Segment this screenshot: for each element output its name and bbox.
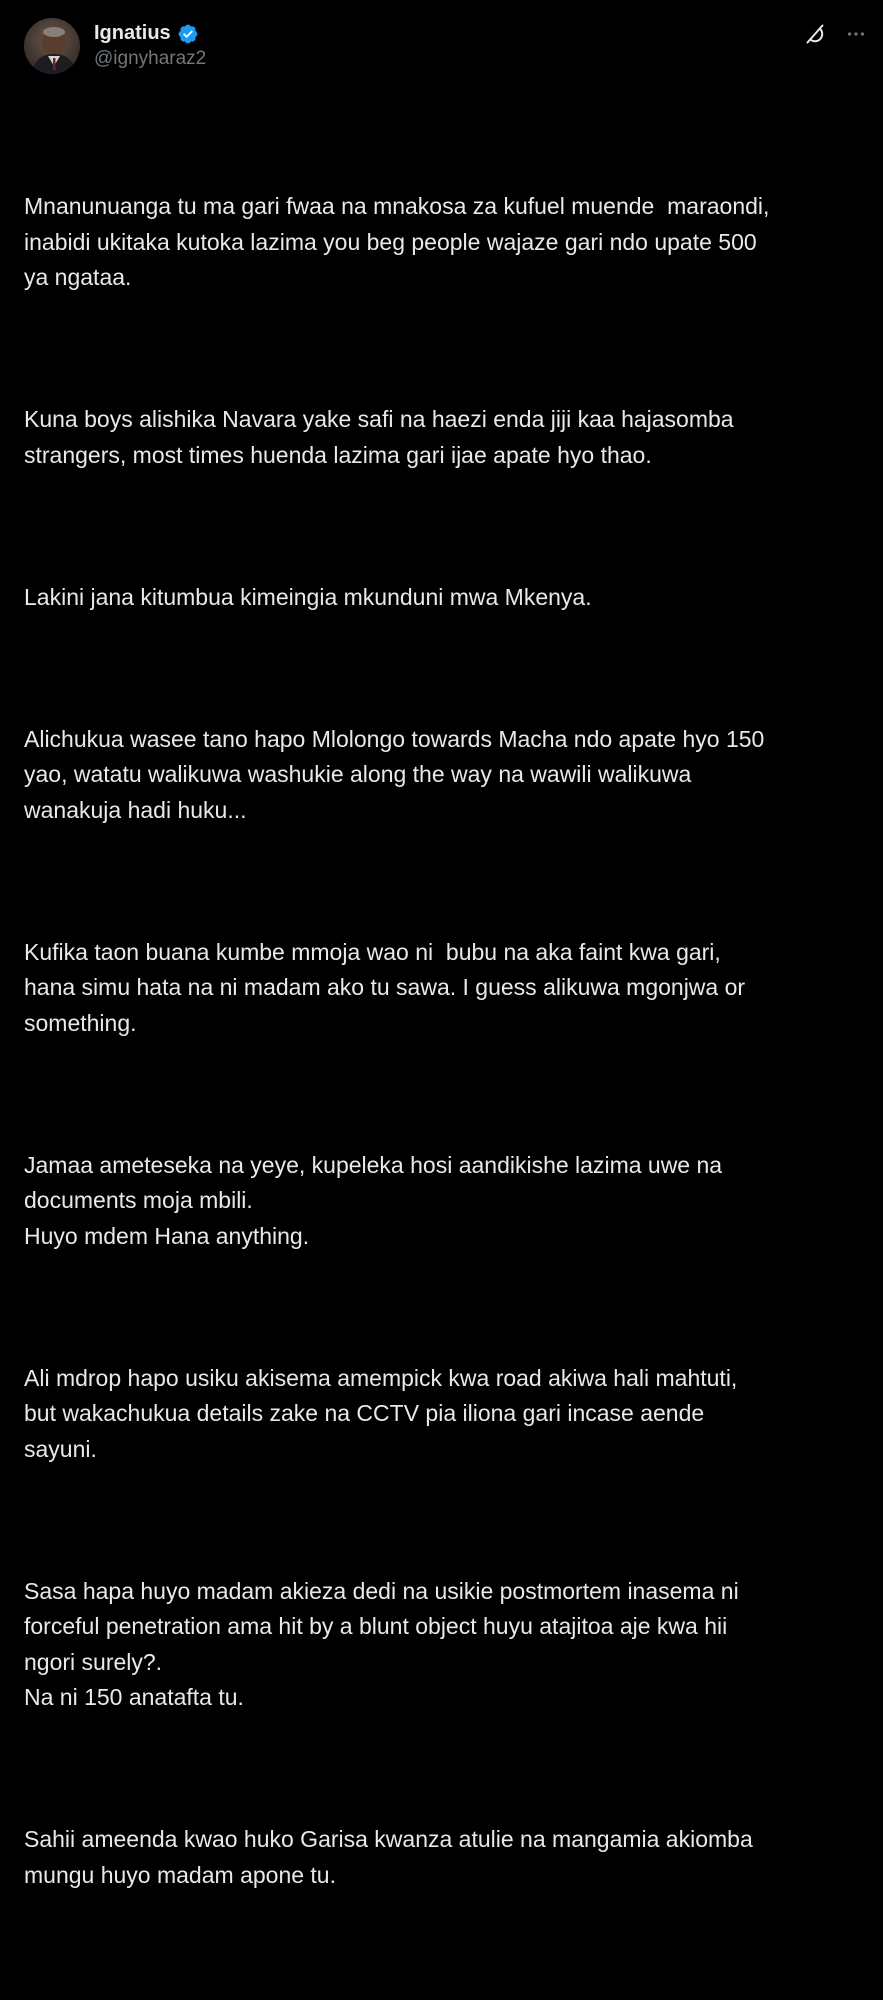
tweet-paragraph: Kufika taon buana kumbe mmoja wao ni bubu na aka faint kwa gari, hana simu hata na ni madam ako tu sawa. I guess alikuwa mgonjwa or something. (24, 938, 746, 1036)
avatar[interactable] (24, 18, 80, 74)
tweet-paragraph: Mnanunuanga tu ma gari fwaa na mnakosa za kufuel muende maraondi, inabidi ukitaka kutoka lazima you beg people wajaze gari ndo upate 500 ya ngataa. (24, 193, 770, 290)
more-horizontal-icon[interactable] (845, 23, 867, 45)
name-row (94, 22, 206, 45)
tweet-paragraph: Sahii ameenda kwao huko Garisa kwanza atulie na mangamia akiomba mungu huyo madam apone tu. (24, 1826, 753, 1888)
author-handle[interactable]: @ignyharaz2 (94, 48, 207, 69)
tweet-paragraph: Lakini jana kitumbua kimeingia mkunduni mwa Mkenya. (24, 583, 592, 610)
author-identity (94, 18, 206, 70)
tweet-paragraph: Kuna boys alishika Navara yake safi na haezi enda jiji kaa hajasomba strangers, most times huenda lazima gari ijae apate hyo thao. (24, 406, 734, 468)
grok-icon[interactable] (803, 22, 827, 46)
tweet-paragraph: Sasa hapa huyo madam akieza dedi na usikie postmortem inasema ni forceful penetration ama hit by a blunt object huyu atajitoa aje kwa hii ngori surely?. Na ni 150 anatafta tu. (24, 1577, 739, 1710)
tweet-paragraph: Jamaa ameteseka na yeye, kupeleka hosi aandikishe lazima uwe na documents moja mbili. Huyo mdem Hana anything. (24, 1151, 723, 1249)
tweet-paragraph: Ali mdrop hapo usiku akisema amempick kwa road akiwa hali mahtuti, but wakachukua details zake na CCTV pia iliona gari incase aende sayuni. (24, 1364, 738, 1462)
verified-badge-icon (177, 23, 199, 45)
tweet-body (24, 118, 859, 2000)
author-display-name[interactable]: Ignatius (94, 22, 171, 44)
tweet-paragraph: Alichukua wasee tano hapo Mlolongo towards Macha ndo apate hyo 150 yao, watatu walikuwa washukie along the way na wawili walikuwa wanakuja hadi huku... (24, 725, 765, 823)
header-actions (803, 22, 867, 46)
tweet-header (24, 18, 859, 82)
avatar-image (24, 18, 80, 74)
